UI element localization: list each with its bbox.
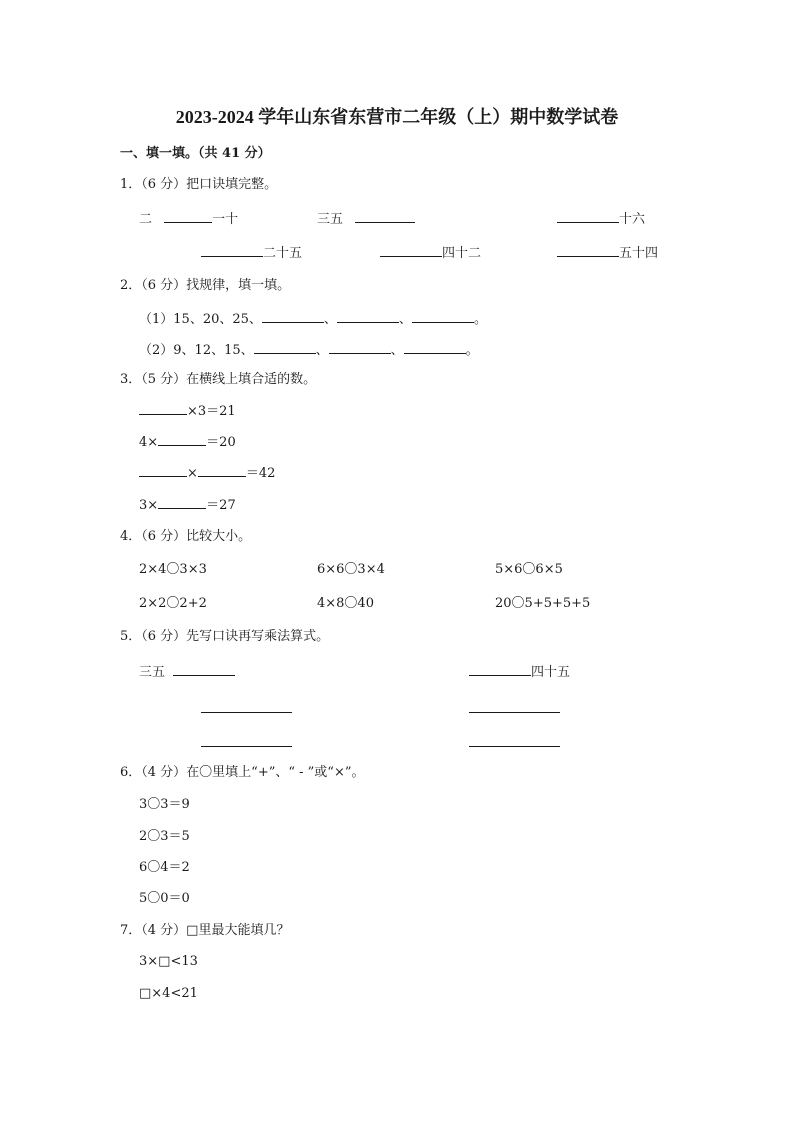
q4-compare-5[interactable]: 4×8〇40 [317, 596, 374, 611]
sequence-prefix: （2）9、12、15、 [139, 343, 254, 358]
q1-item-6 [557, 245, 658, 262]
q2-line-2 [139, 342, 479, 359]
q3-equation-d [139, 497, 236, 514]
q1-suffix: 一十 [212, 212, 239, 227]
answer-blank[interactable] [158, 497, 206, 509]
answer-blank[interactable] [557, 245, 619, 257]
question-6-stem: 6．（4 分）在〇里填上“+”、“ - ”或“×”。 [120, 765, 365, 780]
q3-equation-a [139, 403, 236, 420]
q1-prefix: 二 [139, 212, 153, 227]
answer-blank[interactable] [412, 311, 474, 323]
question-5-stem: 5．（6 分）先写口诀再写乘法算式。 [120, 629, 330, 644]
answer-line[interactable] [201, 746, 292, 747]
q4-compare-2[interactable]: 6×6〇3×4 [317, 562, 385, 577]
q1-suffix: 十六 [619, 212, 646, 227]
q6-equation-1[interactable]: 3〇3＝9 [139, 797, 190, 812]
q1-suffix: 四十二 [442, 246, 482, 261]
answer-blank[interactable] [164, 211, 212, 223]
q6-equation-2[interactable]: 2〇3＝5 [139, 829, 190, 844]
q5-left-rhyme [139, 664, 235, 681]
q5-right-rhyme [469, 664, 570, 681]
answer-blank[interactable] [139, 465, 187, 477]
equation-text: 4× [139, 435, 159, 450]
equation-text: ＝42 [245, 466, 276, 481]
answer-blank[interactable] [198, 465, 246, 477]
q1-suffix: 五十四 [619, 246, 659, 261]
period: 。 [465, 343, 479, 358]
equation-text: ×3＝21 [187, 404, 236, 419]
q1-suffix: 二十五 [263, 246, 303, 261]
answer-line[interactable] [469, 712, 560, 713]
answer-blank[interactable] [337, 311, 399, 323]
q7-inequality-2[interactable]: □×4<21 [139, 986, 198, 1001]
q1-item-4 [201, 245, 302, 262]
q3-equation-c [139, 465, 275, 482]
q1-item-5 [380, 245, 481, 262]
separator: 、 [390, 343, 404, 358]
separator: 、 [315, 343, 329, 358]
question-4-stem: 4．（6 分）比较大小。 [120, 529, 252, 544]
answer-blank[interactable] [380, 245, 442, 257]
answer-blank[interactable] [201, 245, 263, 257]
q1-item-2 [317, 211, 415, 228]
q6-equation-3[interactable]: 6〇4＝2 [139, 860, 190, 875]
equation-text: × [187, 466, 198, 481]
separator: 、 [398, 312, 412, 327]
q1-item-3 [557, 211, 645, 228]
answer-blank[interactable] [139, 403, 187, 415]
sequence-prefix: （1）15、20、25、 [139, 312, 262, 327]
answer-blank[interactable] [469, 664, 531, 676]
answer-blank[interactable] [254, 342, 316, 354]
q4-compare-4[interactable]: 2×2〇2+2 [139, 596, 207, 611]
answer-blank[interactable] [404, 342, 466, 354]
answer-blank[interactable] [355, 211, 415, 223]
separator: 、 [323, 312, 337, 327]
q2-line-1 [139, 311, 487, 328]
answer-blank[interactable] [329, 342, 391, 354]
answer-blank[interactable] [557, 211, 619, 223]
q4-compare-3[interactable]: 5×6〇6×5 [495, 562, 563, 577]
answer-blank[interactable] [262, 311, 324, 323]
q4-compare-6[interactable]: 20〇5+5+5+5 [495, 596, 591, 611]
answer-blank[interactable] [158, 434, 206, 446]
equation-text: ＝20 [206, 435, 236, 450]
answer-blank[interactable] [173, 664, 235, 676]
question-7-stem: 7．（4 分）□里最大能填几？ [120, 923, 290, 938]
answer-line[interactable] [469, 746, 560, 747]
equation-text: ＝27 [206, 498, 236, 513]
answer-line[interactable] [201, 712, 292, 713]
equation-text: 3× [139, 498, 159, 513]
rhyme-label: 四十五 [531, 665, 571, 680]
section-heading: 一、填一填。（共 41 分） [120, 146, 271, 161]
q4-compare-1[interactable]: 2×4〇3×3 [139, 562, 207, 577]
q6-equation-4[interactable]: 5〇0＝0 [139, 891, 190, 906]
q1-prefix: 三五 [317, 212, 344, 227]
q7-inequality-1[interactable]: 3×□<13 [139, 954, 198, 969]
question-3-stem: 3．（5 分）在横线上填合适的数。 [120, 372, 317, 387]
period: 。 [473, 312, 487, 327]
rhyme-label: 三五 [139, 665, 166, 680]
question-2-stem: 2．（6 分）找规律，填一填。 [120, 278, 291, 293]
q3-equation-b [139, 434, 236, 451]
question-1-stem: 1．（6 分）把口诀填完整。 [120, 177, 278, 192]
page-title: 2023-2024 学年山东省东营市二年级（上）期中数学试卷 [175, 107, 619, 127]
q1-item-1 [139, 211, 238, 228]
